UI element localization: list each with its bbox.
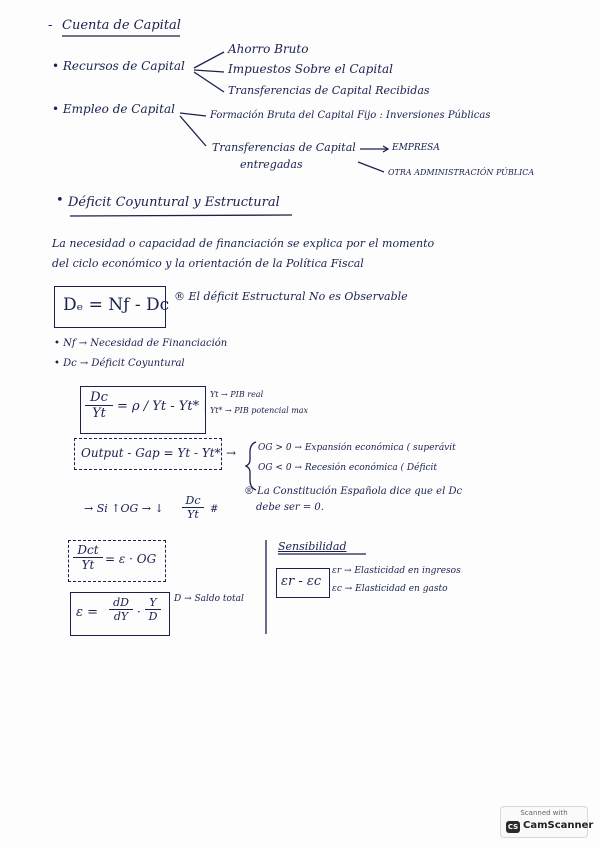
constitucion-line-2: debe ser = 0. bbox=[256, 502, 324, 513]
output-gap: Output - Gap = Yt - Yt* bbox=[81, 446, 221, 460]
recursos-label: • Recursos de Capital bbox=[52, 59, 185, 73]
eps-den1: dY bbox=[113, 610, 129, 623]
fraction-y-d bbox=[145, 596, 161, 623]
section-dash: - bbox=[48, 18, 53, 33]
section-bullet: • bbox=[56, 193, 64, 208]
camscanner-logo-icon: CS bbox=[507, 823, 519, 831]
frac2-den: Yt bbox=[81, 558, 95, 572]
recursos-item-3: Transferencias de Capital Recibidas bbox=[228, 84, 430, 97]
eps-lhs: ε = bbox=[76, 605, 99, 620]
eps-note: D → Saldo total bbox=[174, 594, 244, 604]
frac-rhs: = ρ / Yt - Yt* | bbox=[117, 399, 208, 414]
si-den: Yt bbox=[187, 508, 199, 521]
camscanner-watermark bbox=[500, 806, 594, 838]
section-title-cuenta: Cuenta de Capital bbox=[62, 18, 181, 33]
frac2-num: Dct bbox=[73, 543, 103, 558]
empleo-item-2-line1: Transferencias de Capital bbox=[212, 141, 356, 154]
formula-dct-box bbox=[68, 540, 166, 582]
frac-num: Dc bbox=[85, 390, 113, 406]
sens-formula-box bbox=[276, 568, 330, 598]
empleo-item-2-line2: entregadas bbox=[240, 158, 303, 171]
recursos-item-1: Ahorro Bruto bbox=[228, 42, 309, 56]
yt-note-real: Yt → PIB real bbox=[210, 390, 264, 399]
si-after: # bbox=[210, 504, 219, 515]
eps-dot: · bbox=[137, 605, 141, 619]
og-arrow: → bbox=[226, 446, 237, 460]
eps-num1: dD bbox=[109, 596, 133, 610]
paragraph-line-1: La necesidad o capacidad de financiación se explica por el momento bbox=[52, 237, 435, 250]
si-og: → Si ↑OG → ↓ bbox=[84, 502, 164, 515]
eps-num2: Y bbox=[145, 596, 161, 610]
og-positive: OG > 0 → Expansión económica ( superávit bbox=[258, 443, 456, 453]
fraction-dct-yt bbox=[73, 543, 103, 572]
recursos-item-2: Impuestos Sobre el Capital bbox=[228, 62, 394, 76]
paragraph-line-2: del ciclo económico y la orientación de la Política Fiscal bbox=[52, 257, 364, 270]
empleo-item-1: Formación Bruta del Capital Fijo : Inversiones Públicas bbox=[210, 110, 491, 121]
note-estructural: ® El déficit Estructural No es Observable bbox=[174, 290, 408, 303]
def-dc: • Dc → Déficit Coyuntural bbox=[54, 358, 185, 369]
target-otra-admin: OTRA ADMINISTRACIÓN PÚBLICA bbox=[388, 168, 535, 177]
frac-den: Yt bbox=[92, 406, 106, 421]
sens-c: εc → Elasticidad en gasto bbox=[332, 584, 448, 594]
yt-note-potencial: Yt* → PIB potencial max bbox=[210, 406, 309, 415]
formula-dc-yt-box bbox=[80, 386, 206, 434]
si-num: Dc bbox=[182, 494, 204, 508]
section-title-deficit: Déficit Coyuntural y Estructural bbox=[68, 195, 280, 210]
constitucion-line-1: ® La Constitución Española dice que el Dc bbox=[244, 486, 463, 497]
target-empresa: EMPRESA bbox=[392, 143, 440, 153]
fraction-dd-dy bbox=[109, 596, 133, 623]
camscanner-brand: CamScanner bbox=[523, 820, 594, 831]
fraction-si-dc-yt bbox=[182, 494, 204, 521]
empleo-label: • Empleo de Capital bbox=[52, 102, 175, 116]
og-negative: OG < 0 → Recesión económica ( Déficit bbox=[258, 463, 437, 473]
sens-r: εr → Elasticidad en ingresos bbox=[332, 566, 461, 576]
def-nf: • Nf → Necesidad de Financiación bbox=[54, 338, 228, 349]
output-gap-box bbox=[74, 438, 222, 470]
eps-den2: D bbox=[148, 610, 158, 623]
formula-main-box bbox=[54, 286, 170, 328]
sens-formula: εr - εc bbox=[281, 574, 322, 589]
formula-main: Dₑ = Nƒ - Dc bbox=[63, 295, 170, 315]
frac2-rhs: = ε · OG bbox=[105, 552, 157, 566]
sensibilidad-title: Sensibilidad bbox=[278, 540, 347, 553]
fraction-dc-yt bbox=[85, 390, 113, 421]
formula-epsilon-box bbox=[70, 592, 170, 636]
scanned-with-label: Scanned with bbox=[520, 809, 568, 817]
